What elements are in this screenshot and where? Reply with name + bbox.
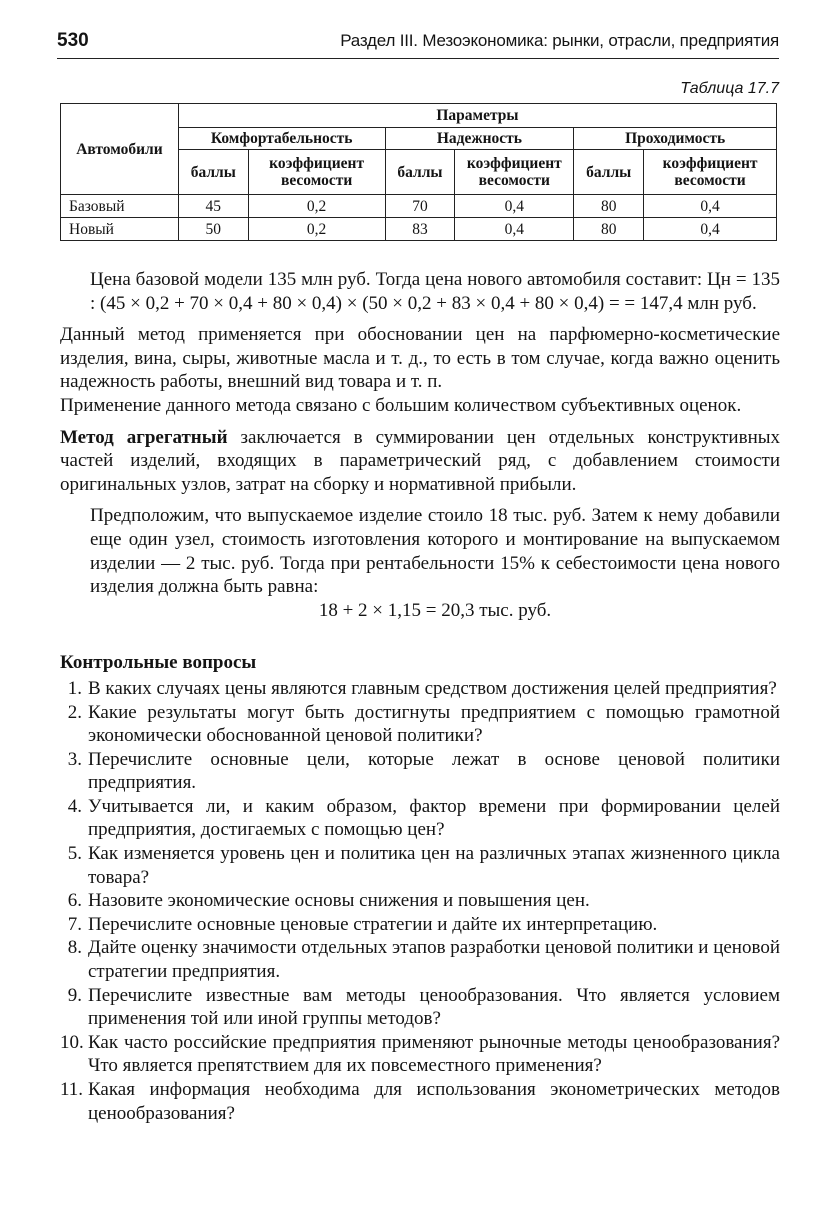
paragraph-aggregate-method: Метод агрегатный заключается в суммировании цен отдельных конструктивных частей изделий, входящих в параметрический ряд, с добавлением стоимости оригинальных узлов, затрат на сборку и нормативной прибыли.	[60, 426, 780, 495]
sub-header-score: баллы	[178, 150, 248, 195]
cell: 0,4	[644, 195, 777, 218]
cell: 0,2	[248, 218, 385, 241]
paragraph-method-application: Данный метод применяется при обосновании цен на парфюмерно-косметические изделия, вина, сыры, животные масла и т. д., то есть в том случае, когда важно оценить надежность работы, внешний вид товара и т. п.	[60, 324, 780, 393]
term-aggregate-method: Метод агрегатный	[60, 426, 228, 448]
sub-header-score: баллы	[574, 150, 644, 195]
paragraph-example: Предположим, что выпускаемое изделие стоило 18 тыс. руб. Затем к нему добавили еще один узел, стоимость изготовления которого и монтирование на выпускаемом изделии — 2 тыс. руб. Тогда при рентабельности 15% к себестоимости цена нового изделия должна быть равна:	[90, 505, 780, 598]
row-label: Новый	[61, 218, 179, 241]
cell: 0,4	[455, 218, 574, 241]
col-header-reliability: Надежность	[385, 128, 574, 150]
cell: 0,4	[644, 218, 777, 241]
sub-header-weight: коэффициент весомости	[644, 150, 777, 195]
table-row	[61, 195, 777, 218]
cell: 0,4	[455, 195, 574, 218]
running-header	[57, 22, 779, 59]
body-text	[60, 268, 780, 1125]
formula: 18 + 2 × 1,15 = 20,3 тыс. руб.	[318, 599, 552, 621]
list-item: 10. Как часто российские предприятия применяют рыночные методы ценообразования? Что является препятствием для их повсеместного применения?	[60, 1031, 780, 1077]
paragraph-subjective-estimates: Применение данного метода связано с большим количеством субъективных оценок.	[60, 394, 742, 416]
sub-header-score: баллы	[385, 150, 455, 195]
cell: 0,2	[248, 195, 385, 218]
list-item: 9. Перечислите известные вам методы ценообразования. Что является условием применения той или иной группы методов?	[67, 984, 780, 1030]
list-item: 1. В каких случаях цены являются главным средством достижения целей предприятия?	[67, 677, 777, 699]
cell: 80	[574, 218, 644, 241]
list-item: 8. Дайте оценку значимости отдельных этапов разработки ценовой политики и ценовой стратегии предприятия.	[67, 937, 780, 983]
sub-header-weight: коэффициент весомости	[248, 150, 385, 195]
page-number: 530	[57, 30, 89, 51]
section-heading-questions: Контрольные вопросы	[60, 652, 257, 674]
list-item: 3. Перечислите основные цели, которые лежат в основе ценовой политики предприятия.	[67, 748, 780, 794]
list-item: 4. Учитывается ли, и каким образом, фактор времени при формировании целей предприятия, достигаемых с помощью цен?	[67, 795, 780, 841]
list-item: 2. Какие результаты могут быть достигнуты предприятием с помощью грамотной экономически обоснованной ценовой политики?	[67, 701, 780, 747]
cell: 83	[385, 218, 455, 241]
col-header-passability: Проходимость	[574, 128, 777, 150]
questions-list	[60, 677, 780, 1125]
row-label: Базовый	[61, 195, 179, 218]
list-item: 5. Как изменяется уровень цен и политика цен на различных этапах жизненного цикла товара?	[67, 843, 780, 888]
table-row	[61, 218, 777, 241]
list-item: 6. Назовите экономические основы снижения и повышения цен.	[67, 890, 590, 912]
sub-header-weight: коэффициент весомости	[455, 150, 574, 195]
col-header-cars: Автомобили	[61, 104, 179, 195]
col-header-comfort: Комфортабельность	[178, 128, 385, 150]
cell: 80	[574, 195, 644, 218]
paragraph-price-calculation: Цена базовой модели 135 млн руб. Тогда цена нового автомобиля составит: Цн = 135 : (45 × 0,2 + 70 × 0,4 + 80 × 0,4) × (50 × 0,2 + 83 × 0,4 + 80 × 0,4) = = 147,4 млн руб.	[90, 269, 780, 314]
cell: 50	[178, 218, 248, 241]
table-caption: Таблица 17.7	[680, 80, 779, 97]
col-header-parameters: Параметры	[178, 104, 776, 128]
cell: 70	[385, 195, 455, 218]
parameters-table	[60, 103, 777, 241]
cell: 45	[178, 195, 248, 218]
running-title: Раздел III. Мезоэкономика: рынки, отрасли, предприятия	[340, 31, 779, 50]
list-item: 11. Какая информация необходима для использования эконометрических методов ценообразования?	[60, 1079, 780, 1124]
list-item: 7. Перечислите основные ценовые стратегии и дайте их интерпретацию.	[67, 913, 658, 935]
